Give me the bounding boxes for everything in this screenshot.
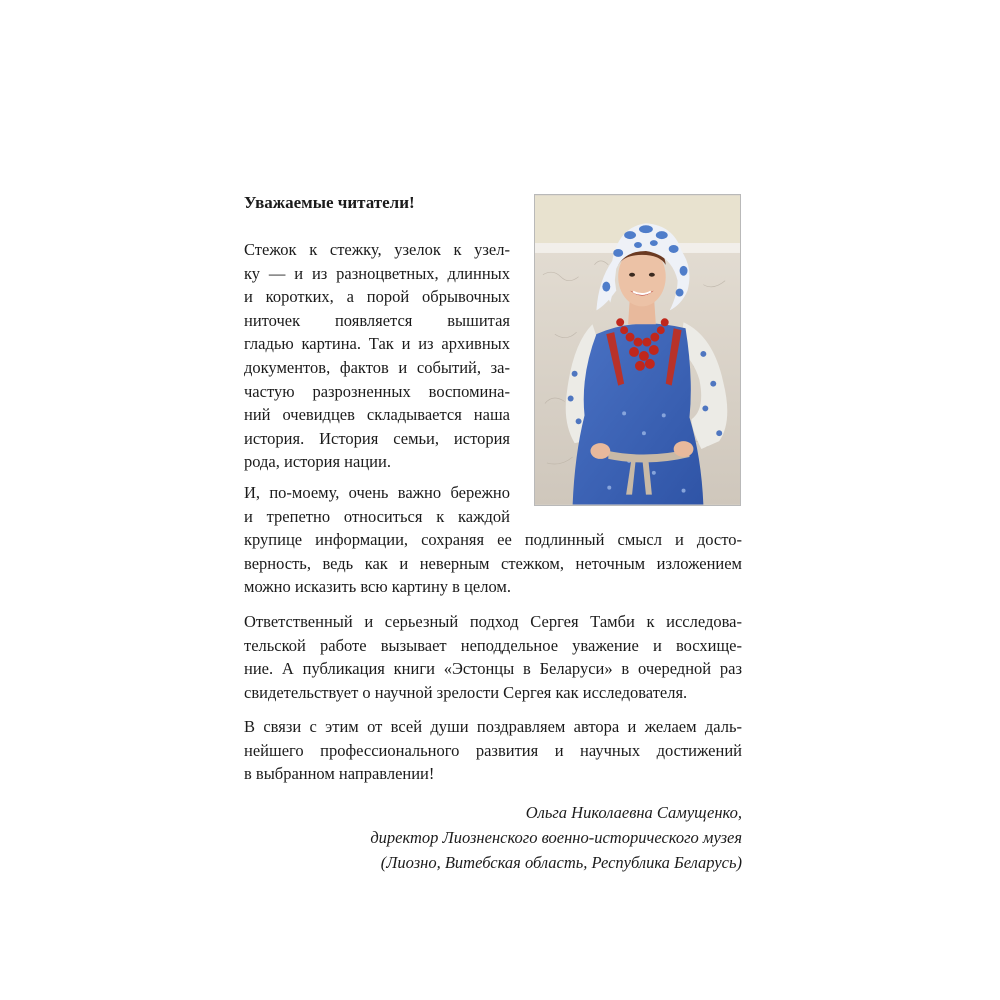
paragraph-importance-part1 (244, 481, 510, 528)
text-line: гладью картина. Так и из архивных (244, 334, 510, 354)
paragraph-intro (244, 238, 510, 474)
text-line: и коротких, а порой обрывочных (244, 287, 510, 307)
text-line: Стежок к стежку, узелок к узел- (244, 240, 510, 259)
signature-name: Ольга Николаевна Самущенко, (525, 803, 742, 822)
author-photo (534, 194, 741, 506)
text-line: документов, фактов и событий, за- (244, 357, 510, 377)
signature-block (370, 800, 742, 875)
signature-position: директор Лиозненского военно-исторического музея (370, 828, 742, 847)
signature-location: (Лиозно, Витебская область, Республика Беларусь) (380, 853, 742, 872)
woman-in-folk-costume-image (535, 195, 740, 505)
text-line: и трепетно относиться к каждой (244, 506, 510, 526)
text-line: тельской работе вызывает неподдельное уважение и восхище- (244, 635, 742, 655)
text-line: ние. А публикация книги «Эстонцы в Беларуси» в очередной раз (244, 659, 742, 679)
paragraph-approach (244, 610, 742, 704)
text-line: ку — и из разноцветных, длинных (244, 263, 510, 283)
text-line: ний очевидцев складывается наша (244, 405, 510, 425)
text-line: нейшего профессионального развития и научных достижений (244, 740, 742, 760)
text-line: история. История семьи, история (244, 428, 510, 448)
text-line: можно исказить всю картину в целом. (244, 577, 511, 597)
text-line: В связи с этим от всей души поздравляем автора и желаем даль- (244, 717, 742, 736)
text-line: И, по-моему, очень важно бережно (244, 483, 510, 502)
paragraph-importance-part2 (244, 528, 742, 599)
text-line: Ответственный и серьезный подход Сергея Тамби к исследова- (244, 612, 742, 631)
text-line: свидетельствует о научной зрелости Сергея как исследователя. (244, 682, 688, 702)
text-line: рода, история нации. (244, 452, 391, 472)
text-line: верность, ведь как и неверным стежком, неточным изложением (244, 553, 742, 573)
text-line: в выбранном направлении! (244, 764, 435, 784)
text-line: крупице информации, сохраняя ее подлинный смысл и досто- (244, 530, 742, 549)
text-line: частую разрозненных воспомина- (244, 381, 510, 401)
page-heading: Уважаемые читатели! (244, 193, 415, 212)
paragraph-congratulations (244, 715, 742, 786)
text-line: ниточек появляется вышитая (244, 310, 510, 330)
